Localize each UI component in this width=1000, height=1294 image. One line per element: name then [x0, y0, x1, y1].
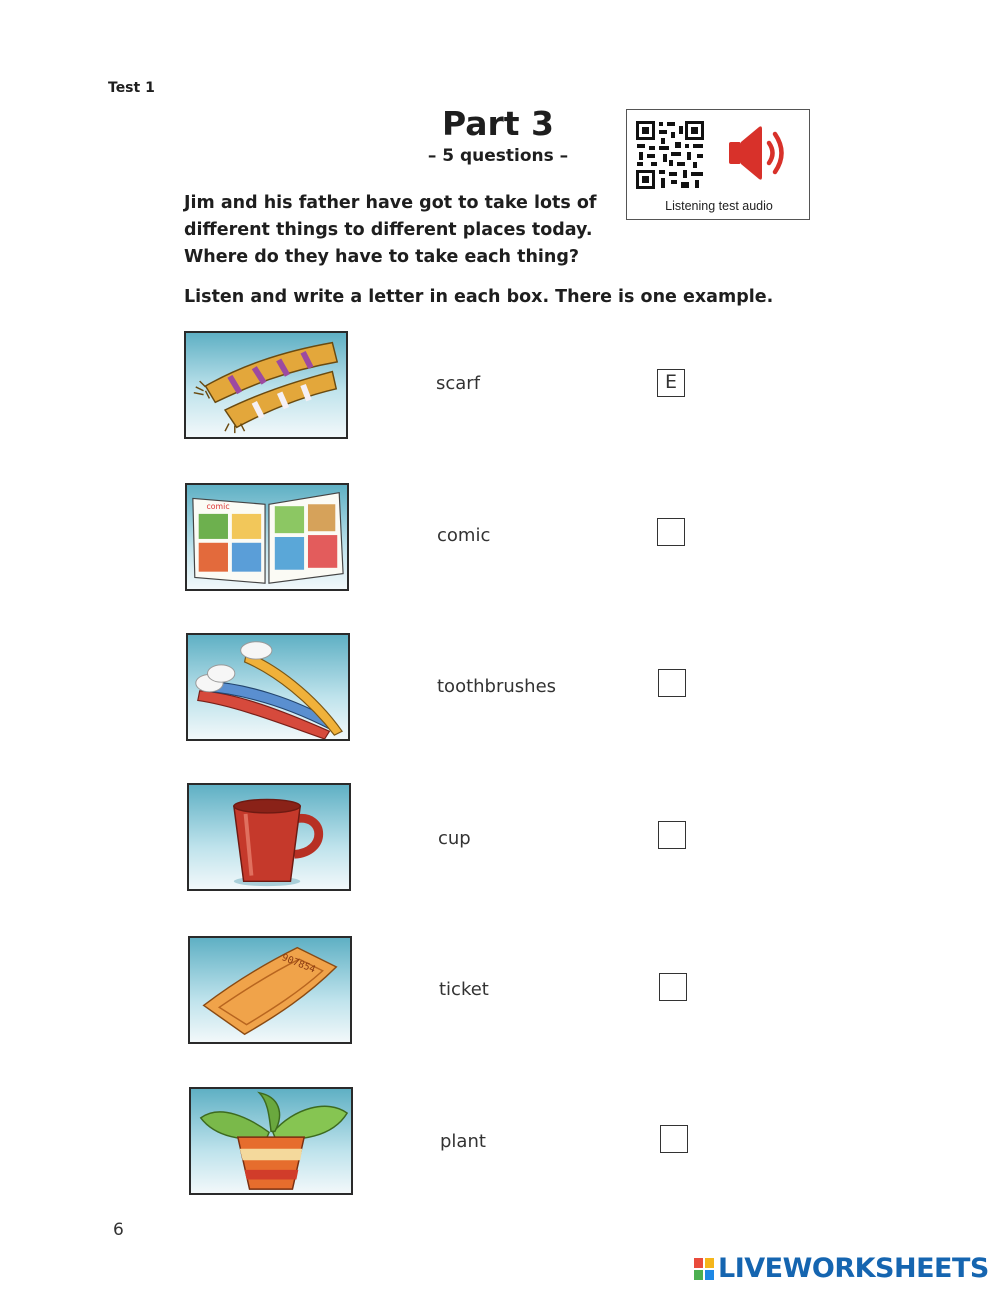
answer-box[interactable] [660, 1125, 688, 1153]
speaker-icon[interactable] [725, 122, 789, 184]
answer-box[interactable] [658, 821, 686, 849]
liveworksheets-logo-icon [694, 1258, 714, 1280]
intro-text [184, 190, 614, 271]
brand-text: LIVEWORKSHEETS [718, 1253, 989, 1284]
item-word: toothbrushes [437, 676, 557, 697]
intro-line: different things to different places today. [184, 220, 593, 240]
item-word: plant [440, 1131, 486, 1152]
cup-picture [187, 783, 351, 891]
ticket-number: 907854 [280, 952, 317, 976]
question-count: – 5 questions – [427, 146, 569, 166]
item-word: cup [438, 828, 471, 849]
svg-text:comic: comic [206, 502, 230, 512]
scarf-picture [184, 331, 348, 439]
answer-box[interactable] [657, 518, 685, 546]
page-number: 6 [113, 1220, 124, 1240]
test-label: Test 1 [108, 80, 155, 96]
plant-picture [189, 1087, 353, 1195]
answer-box[interactable] [659, 973, 687, 1001]
audio-panel[interactable] [626, 109, 810, 220]
part-title: Part 3 [441, 104, 555, 143]
answer-box[interactable] [658, 669, 686, 697]
instruction: Listen and write a letter in each box. There is one example. [184, 287, 774, 307]
ticket-picture [188, 936, 352, 1044]
answer-box[interactable]: E [657, 369, 685, 397]
item-word: scarf [436, 373, 481, 394]
item-word: ticket [439, 979, 489, 1000]
audio-caption: Listening test audio [665, 199, 773, 213]
intro-line: Jim and his father have got to take lots of [184, 193, 597, 213]
intro-line: Where do they have to take each thing? [184, 247, 580, 267]
comic-picture [185, 483, 349, 591]
qr-code-icon[interactable] [635, 120, 705, 190]
toothbrushes-picture [186, 633, 350, 741]
item-word: comic [437, 525, 491, 546]
